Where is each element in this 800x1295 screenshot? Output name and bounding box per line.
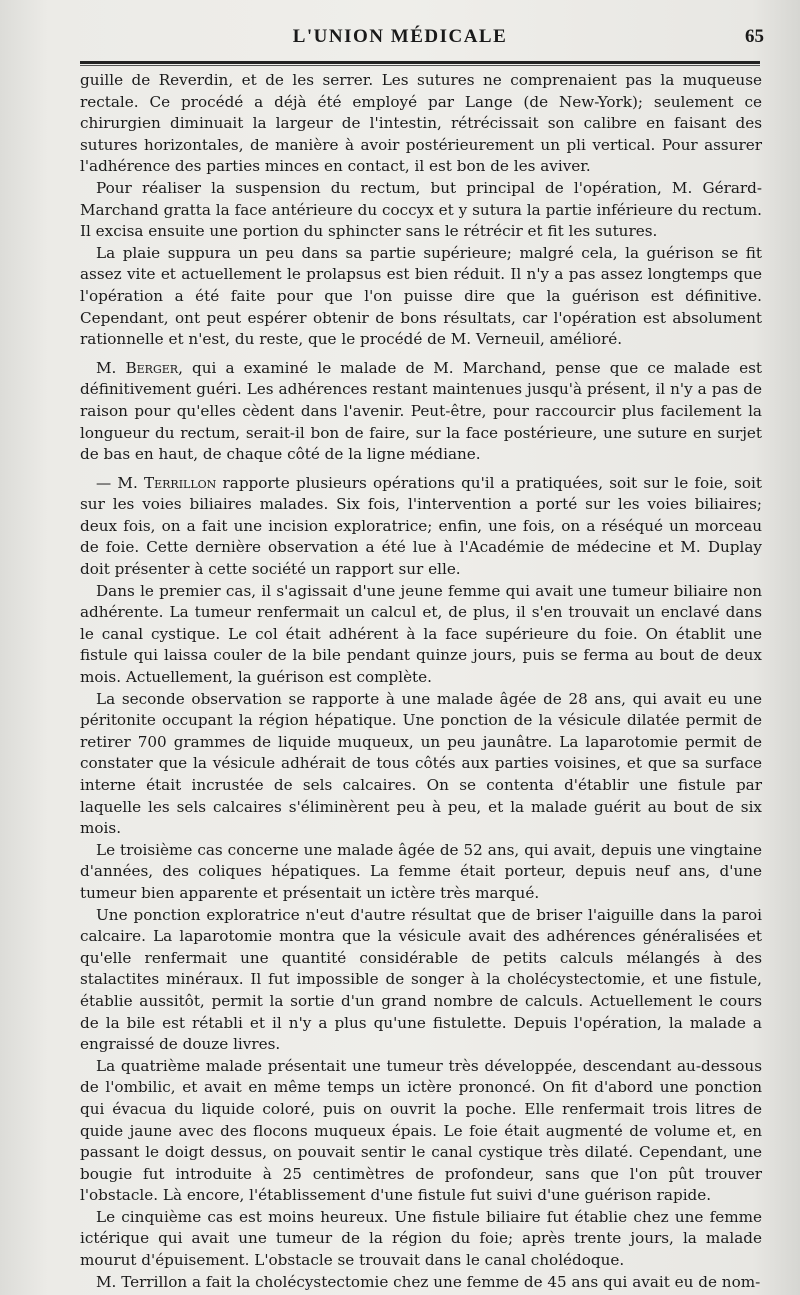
header-rule: [80, 61, 760, 64]
page-number: 65: [745, 26, 764, 47]
paragraph: Le cinquième cas est moins heureux. Une fistule biliaire fut établie chez une femme ictérique qui avait une tumeur de la région du foie; après trente jours, la malade mourut d'épuisement. L'obstacle se trouvait dans le canal cholédoque.: [80, 1207, 762, 1270]
paragraph: Le troisième cas concerne une malade âgée de 52 ans, qui avait, depuis une vingtaine d'années, des coliques hépatiques. La femme était porteur, depuis neuf ans, d'une tumeur bien apparente et présentait un ictère très marqué.: [80, 840, 762, 902]
paragraph: La plaie suppura un peu dans sa partie supérieure; malgré cela, la guérison se fit assez vite et actuellement le prolapsus est bien réduit. Il n'y a pas assez longtemps que l'opération a été faite pour que l'on puisse dire que la guérison est définitive. Cependant, ont peut espérer obtenir de bons résultats, car l'opération est absolument rationnelle et n'est, du reste, que le procédé de M. Verneuil, amélioré.: [80, 243, 762, 349]
speaker-name: Berger: [125, 358, 179, 377]
speaker-name: Terrillon: [143, 473, 217, 492]
running-title: L'UNION MÉDICALE: [292, 26, 508, 47]
running-head: [0, 26, 800, 56]
header-rule-thin: [80, 65, 760, 66]
paragraph: guille de Reverdin, et de les serrer. Les sutures ne comprenaient pas la muqueuse rectale. Ce procédé a déjà été employé par Lange (de New-York); seulement ce chirurgien diminuait la largeur de l'intestin, rétrécissait son calibre en faisant des sutures horizontales, de manière à avoir postérieurement un pli vertical. Pour assurer l'adhérence des parties minces en contact, il est bon de les aviver.: [80, 71, 762, 176]
paragraph: La seconde observation se rapporte à une malade âgée de 28 ans, qui avait eu une péritonite occupant la région hépatique. Une ponction de la vésicule dilatée permit de retirer 700 grammes de liquide muqueux, un peu jaunâtre. La laparotomie permit de constater que la vésicule adhérait de tous côtés aux parties voisines, et que sa surface interne était incrustée de sels calcaires. On se contenta d'établir une fistule par laquelle les sels calcaires s'éliminèrent peu à peu, et la malade guérit au bout de six mois.: [80, 689, 762, 838]
body-text: [80, 70, 762, 1293]
paragraph: — M. Terrillon rapporte plusieurs opérations qu'il a pratiquées, soit sur le foie, soit sur les voies biliaires malades. Six fois, l'intervention a porté sur les voies biliaires; deux fois, on a fait une incision exploratrice; enfin, une fois, on a réséqué un morceau de foie. Cette dernière observation a été lue à l'Académie de médecine et M. Duplay doit présenter à cette société un rapport sur elle.: [80, 473, 762, 579]
paragraph: Pour réaliser la suspension du rectum, but principal de l'opération, M. Gérard-Marchand gratta la face antérieure du coccyx et y sutura la partie inférieure du rectum. Il excisa ensuite une portion du sphincter sans le rétrécir et fit les sutures.: [80, 178, 762, 241]
paragraph: Dans le premier cas, il s'agissait d'une jeune femme qui avait une tumeur biliaire non adhérente. La tumeur renfermait un calcul et, de plus, il s'en trouvait un enclavé dans le canal cystique. Le col était adhérent à la face supérieure du foie. On établit une fistule qui laissa couler de la bile pendant quinze jours, puis se ferma au bout de deux mois. Actuellement, la guérison est complète.: [80, 581, 762, 687]
paragraph: La quatrième malade présentait une tumeur très développée, descendant au-dessous de l'ombilic, et avait en même temps un ictère prononcé. On fit d'abord une ponction qui évacua du liquide coloré, puis on ouvrit la poche. Elle renfermait trois litres de quide jaune avec des flocons muqueux épais. Le foie était augmenté de volume et, en passant le doigt dessus, on pouvait sentir le canal cystique très dilaté. Cependant, une bougie fut introduite à 25 centimètres de profondeur, sans que l'on pût trouver l'obstacle. Là encore, l'établissement d'une fistule fut suivi d'une guérison rapide.: [80, 1056, 762, 1205]
paragraph: M. Terrillon a fait la cholécystectomie chez une femme de 45 ans qui avait eu de nom-: [96, 1272, 761, 1291]
paragraph: M. Berger, qui a examiné le malade de M. Marchand, pense que ce malade est définitivement guéri. Les adhérences restant maintenues jusqu'à présent, il n'y a pas de raison pour qu'elles cèdent dans l'avenir. Peut-être, pour raccourcir plus facilement la longueur du rectum, serait-il bon de faire, sur la face postérieure, une suture en surjet de bas en haut, de chaque côté de la ligne médiane.: [80, 358, 762, 464]
paragraph: Une ponction exploratrice n'eut d'autre résultat que de briser l'aiguille dans la paroi calcaire. La laparotomie montra que la vésicule avait des adhérences généralisées et qu'elle renfermait une quantité considérable de petits calculs mélangés à des stalactites minéraux. Il fut impossible de songer à la cholécystectomie, et une fistule, établie aussitôt, permit la sortie d'un grand nombre de calculs. Actuellement le cours de la bile est rétabli et il n'y a plus qu'une fistulette. Depuis l'opération, la malade a engraissé de douze livres.: [80, 905, 762, 1054]
